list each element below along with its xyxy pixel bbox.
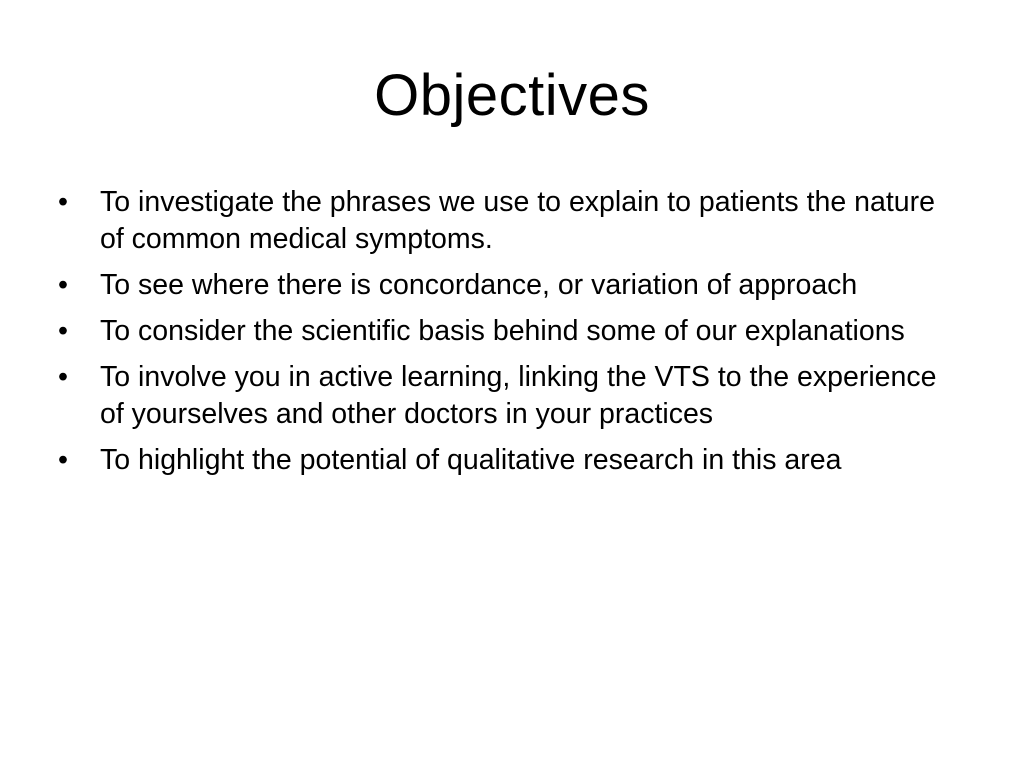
bullet-text: To consider the scientific basis behind some of our explanations bbox=[100, 315, 905, 347]
bullet-icon: • bbox=[58, 269, 68, 301]
bullet-text: To involve you in active learning, linking the VTS to the experience of yourselves and other doctors in your practices bbox=[100, 361, 937, 430]
bullet-text: To see where there is concordance, or variation of approach bbox=[100, 269, 858, 301]
objectives-list bbox=[56, 184, 956, 488]
list-item bbox=[56, 267, 956, 304]
slide-title: Objectives bbox=[374, 63, 650, 128]
bullet-text: To investigate the phrases we use to explain to patients the nature of common medical symptoms. bbox=[100, 186, 935, 255]
bullet-icon: • bbox=[58, 361, 68, 393]
list-item bbox=[56, 313, 956, 350]
list-item bbox=[56, 184, 956, 258]
bullet-icon: • bbox=[58, 444, 68, 476]
bullet-icon: • bbox=[58, 186, 68, 218]
list-item bbox=[56, 442, 956, 479]
bullet-icon: • bbox=[58, 315, 68, 347]
bullet-text: To highlight the potential of qualitative research in this area bbox=[100, 444, 842, 476]
list-item bbox=[56, 359, 956, 433]
